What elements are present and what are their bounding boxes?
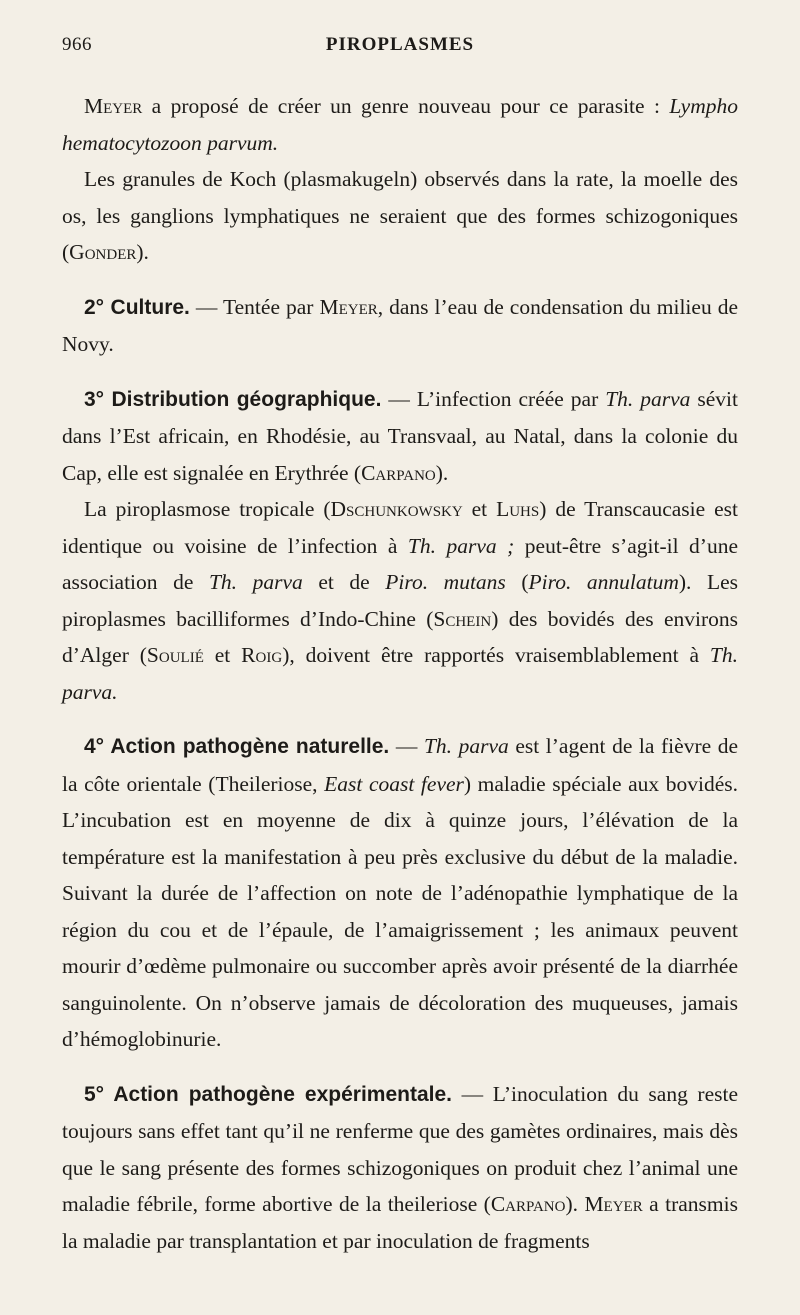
text-run: — Tentée par (189, 294, 320, 319)
section-number: 4° (84, 735, 111, 758)
text-run: ) des bovidés des environs d’Alger ( (62, 606, 739, 667)
species-name: Th. parva. (62, 643, 738, 704)
text-run: et (462, 497, 497, 521)
section-heading: Distribution géographique. (111, 387, 382, 411)
section-number: 3° (84, 387, 112, 411)
paragraph-meyer-genus (62, 88, 738, 161)
species-name: Lympho hematocytozoon parvum. (62, 94, 738, 155)
section-heading: Action pathogène naturelle. (110, 735, 390, 758)
author-name: Meyer (319, 294, 378, 319)
text-run: , dans l’eau de condensation du milieu de Novy. (62, 294, 738, 356)
text-run: a proposé de créer un genre nouveau pour ce parasite : (142, 94, 670, 118)
author-name: Carpano (361, 460, 436, 485)
species-name: Piro. mutans (385, 570, 506, 594)
species-name: Th. parva (605, 386, 691, 411)
text-run: ). (565, 1192, 585, 1216)
page-number: 966 (62, 34, 92, 55)
text-run: ). (435, 460, 449, 485)
text-run: sévit dans l’Est africain, en Rhodésie, au Transvaal, au Natal, dans la colonie du Cap, elle est signalée en Erythrée ( (62, 386, 738, 485)
body-text (62, 88, 738, 1259)
text-run: — L’infection créée par (381, 386, 606, 411)
author-name: Soulié (146, 643, 204, 667)
text-run: peut-être s’agit-il d’une association de (62, 533, 738, 594)
paragraph-koch-granules (62, 161, 738, 271)
section-experimental-pathogenic-action (62, 1076, 738, 1260)
species-name: Th. parva (423, 734, 509, 758)
author-name: Carpano (490, 1192, 566, 1216)
section-heading: Action pathogène expérimentale. (113, 1082, 453, 1106)
text-run: La piroplasmose tropicale ( (84, 497, 331, 521)
species-name: Th. parva (208, 570, 303, 594)
text-run: ). (136, 240, 149, 264)
text-run: et (203, 643, 242, 667)
author-name: Meyer (584, 1192, 643, 1216)
section-culture (62, 289, 738, 363)
section-number: 5° (84, 1082, 114, 1106)
section-distribution (62, 381, 738, 492)
text-run: ). Les piroplasmes bacilliformes d’Indo-Chine ( (62, 570, 739, 631)
text-run: ) maladie spéciale aux bovidés. L’incubation est en moyenne de dix à quinze jours, l’élévation de la température est la manifestation à peu près exclusive du début de la maladie. Suivant la durée de l’affection on note de l’adénopathie lymphatique de la région du cou et de l’épaule, de l’amaigrissement ; les animaux peuvent mourir d’œdème pulmonaire ou succomber après avoir présenté de la diarrhée sanguinolente. On n’observe jamais de décoloration des muqueuses, jamais d’hémoglobinurie. (62, 771, 739, 1051)
species-name: Piro. annulatum (528, 570, 679, 594)
author-name: Gonder (69, 240, 137, 264)
author-name: Roig (241, 643, 283, 667)
paragraph-tropical-piroplasmosis (62, 491, 738, 710)
section-heading: Culture. (110, 295, 190, 319)
section-natural-pathogenic-action (62, 728, 738, 1058)
author-name: Luhs (496, 497, 540, 521)
species-name: Th. parva ; (407, 533, 515, 558)
author-name: Schein (433, 606, 492, 631)
text-run: et de (302, 570, 386, 594)
text-run: ( (505, 570, 529, 594)
running-title: PIROPLASMES (325, 34, 475, 55)
text-run: a transmis la maladie par transplantation et par inoculation de fragments (62, 1192, 738, 1253)
text-run: — (389, 734, 424, 758)
text-run: ) de Transcaucasie est identique ou voisine de l’infection à (62, 497, 738, 558)
text-run: Les granules de Koch (plasmakugeln) observés dans la rate, la moelle des os, les ganglions lymphatiques ne seraient que des formes schizogoniques ( (62, 167, 738, 264)
section-number: 2° (84, 295, 111, 319)
author-name: Dschunkowsky (330, 497, 463, 521)
text-run: — L’inoculation du sang reste toujours sans effet tant qu’il ne renferme que des gamètes ordinaires, mais dès que le sang présente des formes schizogoniques on produit chez l’animal une maladie fébrile, forme abortive de la theileriose ( (62, 1081, 738, 1216)
text-run: ), doivent être rapportés vraisemblablement à (282, 643, 710, 667)
text-run: est l’agent de la fièvre de la côte orientale (Theileriose, (62, 734, 739, 796)
disease-name: East coast fever (324, 771, 464, 796)
running-header (62, 34, 738, 64)
author-name: Meyer (84, 94, 143, 118)
